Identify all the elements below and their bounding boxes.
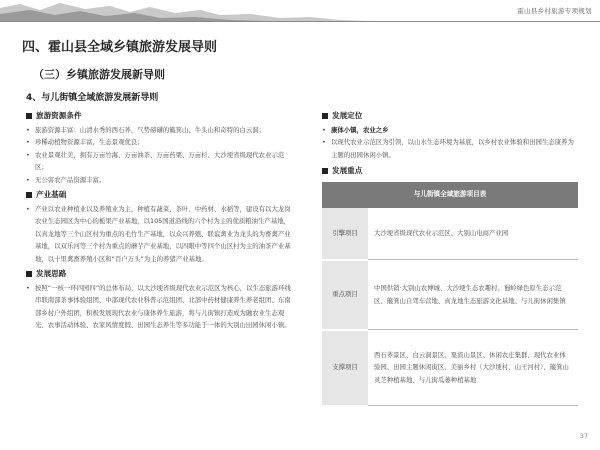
table-row xyxy=(322,330,578,406)
list-item: • 产业以农业种植业以及养殖业为主，种植有蔬菜、茶叶、中药材、水稻等，建设有以大龙岗农业生态园区为中心的栀果产业基地，以105国道沿线的六个村为主的优质粮油生产基地，以真龙地等三个山区村为重点的毛竹生产基地，以众兴养殖、联谊禽业为龙头的为畜禽产业基地，以双乐河等三个村为重点的蘑芋产业基地，以四眼中等四个山区村为主的油茶产业基地，以十里禽畜养殖小区和“百户万头”为主的养猪产业基地。 xyxy=(26,204,291,263)
resources-heading: 旅游资源条件 xyxy=(26,110,292,123)
section-subtitle: （三）乡镇旅游发展新导则 xyxy=(33,68,165,81)
row-value: 中国供销·大别山农博城、大沙埂生态农趣村、蜀岭绿色原生态示范区、簸箕山自驾车营地、真龙地生态旅游文化基地、与儿街休闲集镇 xyxy=(368,260,578,330)
square-bullet-icon xyxy=(26,192,32,198)
header-banner xyxy=(0,0,600,22)
project-table xyxy=(322,182,578,407)
subsection-title: 4、与儿街镇全域旅游发展新导则 xyxy=(26,93,159,103)
list-item: • 珍稀动植物资源丰富，生态景观优良； xyxy=(26,138,144,146)
list-item: • 无公害农产品资源丰富。 xyxy=(26,175,106,184)
ideas-heading: 发展思路 xyxy=(26,268,292,281)
table-title: 与儿街镇全域旅游项目表 xyxy=(322,182,578,208)
list-item: • 旅游资源丰富：山清水秀的西石荞，气势磅礴的簸箕山、牛头山和奇特的白云洞； xyxy=(26,125,266,134)
positioning-heading: 发展定位 xyxy=(322,110,578,123)
row-label: 重点项目 xyxy=(322,260,368,330)
square-bullet-icon xyxy=(26,271,32,277)
industry-heading: 产业基础 xyxy=(26,189,292,202)
row-value: 西石荞景区、白云洞景区、戛流山景区、休闲农庄集群、现代农业体验园、田园主题休闲街区、美丽乡村（大沙埂村、山王河村）、簸箕山灵芝种植基地、与儿街瓜蒌种植基地 xyxy=(368,330,578,406)
row-label: 支撑项目 xyxy=(322,330,368,406)
row-label: 引擎项目 xyxy=(322,208,368,260)
table-row xyxy=(322,260,578,330)
header-right-title: 霍山县乡村旅游专项规划 xyxy=(517,7,592,15)
table-row xyxy=(322,208,578,260)
row-value: 大沙埂省级现代农业示范区、大别山电商产业园 xyxy=(368,208,578,260)
square-bullet-icon xyxy=(322,168,328,174)
list-item: • 农业景观壮美，拥有万亩竹海、万亩油茶、万亩药栗、万亩杉、大沙埂省级现代农业示范区； xyxy=(26,150,285,171)
focus-heading: 发展重点 xyxy=(322,165,578,178)
page-number: 37 xyxy=(579,432,588,440)
mountain-ink-graphic xyxy=(0,0,600,22)
list-item: • 按照“一核一环四园四”的总体布局，以大沙埂省级现代农业示范区为核心，以生态旅游环线串联南部茶事体验组团、中部现代农业科普示范组团、北部中药材健康养生养老组团、东南部乡村户外组团，积极发展现代农业与康体养生旅游，将与儿街镇打造成为融农业生态观光、农事活动体验、农家风情度假、田园生态养生等多功能于一体的大别山田园休闲小镇。 xyxy=(26,283,291,329)
square-bullet-icon xyxy=(322,113,328,119)
list-item: • 以现代农业示范区为引领，以山水生态环境为基底，以乡村农业体验和田园生态康养为主题的田园休闲小镇。 xyxy=(322,138,574,159)
page-title: 四、霍山县全域乡镇旅游发展导则 xyxy=(22,40,218,55)
right-column xyxy=(322,110,578,407)
square-bullet-icon xyxy=(26,113,32,119)
left-column xyxy=(26,110,292,332)
list-item: • 康体小镇，农业之乡 xyxy=(322,125,389,134)
